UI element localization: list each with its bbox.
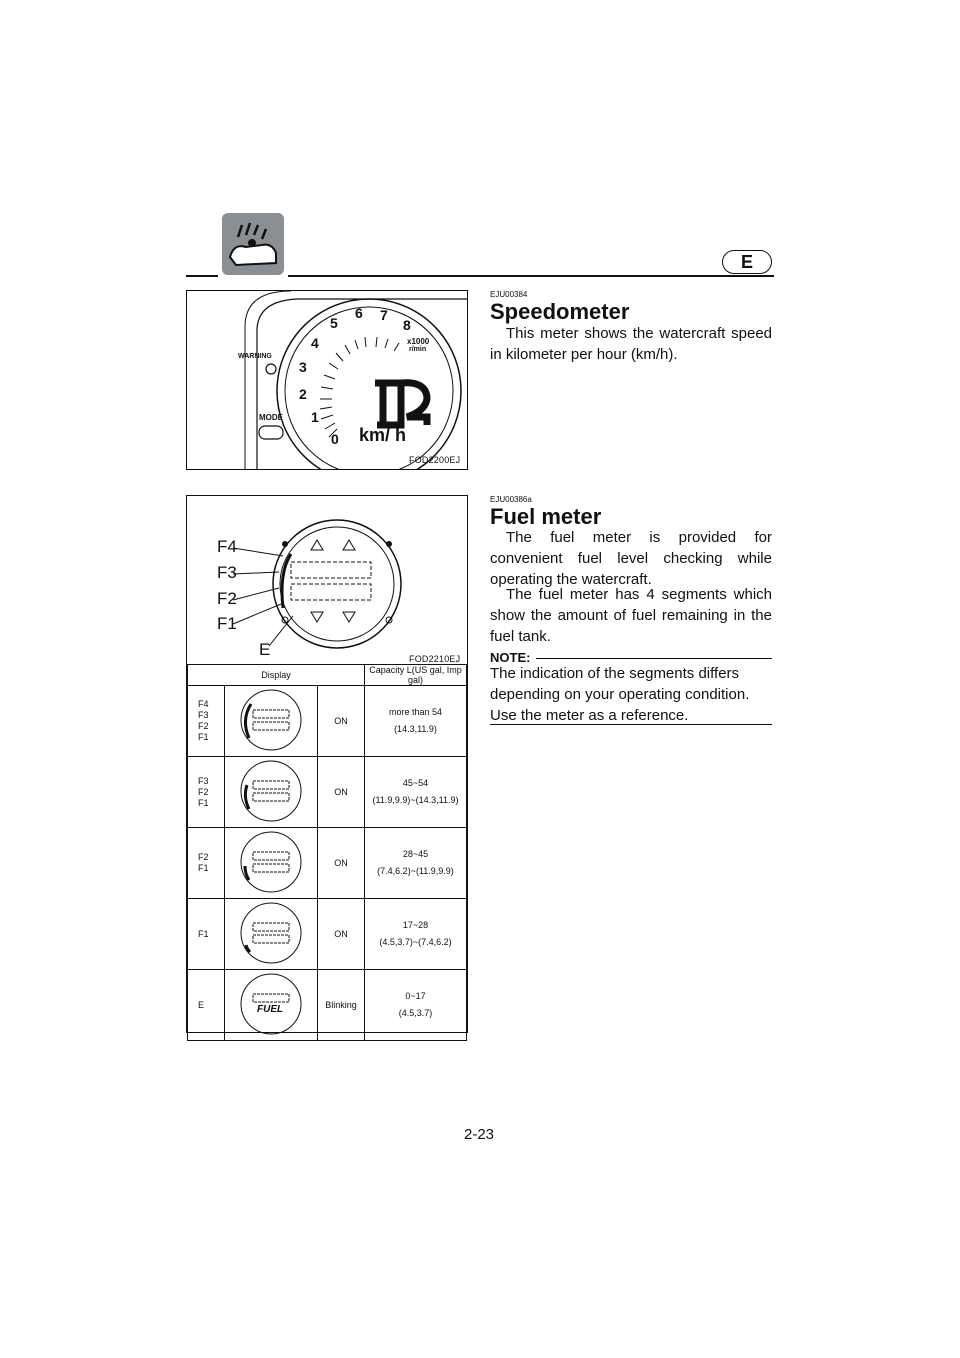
capacity-cell <box>365 757 467 828</box>
note-label: NOTE: <box>490 650 531 665</box>
capacity-gallons: (11.9,9.9)~(14.3,11.9) <box>372 795 459 805</box>
header-rule <box>288 275 774 277</box>
fuel-meter-figure <box>186 495 468 1033</box>
lcd-thumbnail <box>225 899 318 970</box>
lcd-fuel-text: FUEL <box>257 1004 284 1015</box>
state-cell: ON <box>318 828 365 899</box>
capacity-gallons: (7.4,6.2)~(11.9,9.9) <box>377 866 454 876</box>
mode-label: MODE <box>259 413 283 422</box>
fuel-label-f3: F3 <box>217 563 237 582</box>
table-row <box>188 686 467 757</box>
capacity-liters: 0~17 <box>405 991 426 1001</box>
segment-cell: F3 F2 F1 <box>188 757 225 828</box>
table-header-display: Display <box>188 665 365 686</box>
lcd-thumbnail <box>225 828 318 899</box>
capacity-liters: 28~45 <box>402 849 429 859</box>
figure-code: FOD2200EJ <box>409 455 461 465</box>
fuel-label-f1: F1 <box>217 614 237 633</box>
capacity-liters: 45~54 <box>402 778 429 788</box>
fuel-label-e: E <box>259 640 271 659</box>
dial-number-1: 1 <box>311 409 319 425</box>
segment-cell: E <box>188 970 225 1041</box>
header-rule <box>186 275 218 277</box>
lcd-thumbnail <box>225 970 318 1041</box>
page-number: 2-23 <box>464 1126 495 1143</box>
dial-number-8: 8 <box>403 317 411 333</box>
figure-code: FOD2210EJ <box>409 654 461 664</box>
capacity-liters: more than 54 <box>388 707 443 717</box>
capacity-gallons: (4.5,3.7)~(7.4,6.2) <box>379 937 452 947</box>
watercraft-section-icon <box>222 213 284 275</box>
dial-number-3: 3 <box>299 359 307 375</box>
warning-label: WARNING <box>238 353 272 360</box>
fuel-label-f4: F4 <box>217 537 237 556</box>
table-header-capacity: Capacity L(US gal, Imp gal) <box>365 665 467 686</box>
capacity-cell <box>365 970 467 1041</box>
state-cell: ON <box>318 686 365 757</box>
table-row <box>188 828 467 899</box>
table-row <box>188 970 467 1041</box>
fuel-label-f2: F2 <box>217 589 237 608</box>
dial-number-4: 4 <box>311 335 319 351</box>
section-code: EJU00384 <box>490 290 528 299</box>
segment-cell: F4 F3 F2 F1 <box>188 686 225 757</box>
speedometer-illustration <box>187 291 467 469</box>
note-rule <box>490 724 772 725</box>
fuel-paragraph-1: The fuel meter is provided for convenient fuel level checking while operating the watercraft. <box>490 529 772 588</box>
capacity-cell <box>365 828 467 899</box>
language-badge: E <box>722 250 772 274</box>
lcd-thumbnail <box>225 757 318 828</box>
lcd-thumbnail <box>225 686 318 757</box>
speedometer-paragraph: This meter shows the watercraft speed in kilometer per hour (km/h). <box>490 325 772 363</box>
note-text: The indication of the segments differs depending on your operating condition. Use the meter as a reference. <box>490 665 750 724</box>
dial-number-5: 5 <box>330 315 338 331</box>
capacity-liters: 17~28 <box>402 920 429 930</box>
note-rule <box>536 658 772 659</box>
capacity-gallons: (4.5,3.7) <box>398 1008 433 1018</box>
tach-multiplier: x1000 <box>407 337 430 346</box>
dial-number-0: 0 <box>331 431 339 447</box>
dial-number-2: 2 <box>299 386 307 402</box>
state-cell: Blinking <box>318 970 365 1041</box>
fuel-segment-table <box>187 664 467 1041</box>
speed-unit: km/ h <box>359 425 407 445</box>
capacity-gallons: (14.3,11.9) <box>394 724 437 734</box>
dial-number-7: 7 <box>380 307 388 323</box>
section-title: Speedometer <box>490 299 630 324</box>
table-row <box>188 757 467 828</box>
capacity-cell <box>365 899 467 970</box>
state-cell: ON <box>318 757 365 828</box>
fuel-paragraph-2: The fuel meter has 4 segments which show the amount of fuel remaining in the fuel tank. <box>490 586 772 645</box>
segment-cell: F1 <box>188 899 225 970</box>
section-code: EJU00386a <box>490 495 532 504</box>
capacity-cell <box>365 686 467 757</box>
section-title: Fuel meter <box>490 504 602 529</box>
dial-number-6: 6 <box>355 305 363 321</box>
tach-unit: r/min <box>409 346 427 353</box>
table-row <box>188 899 467 970</box>
state-cell: ON <box>318 899 365 970</box>
segment-cell: F2 F1 <box>188 828 225 899</box>
speedometer-figure <box>186 290 468 470</box>
